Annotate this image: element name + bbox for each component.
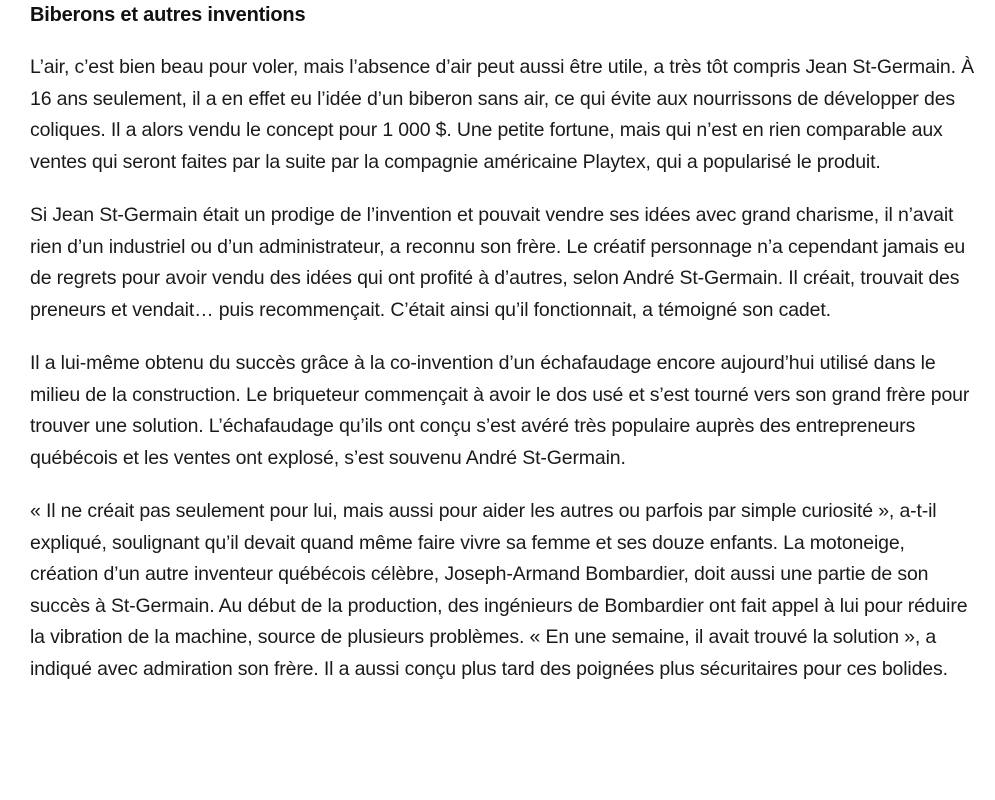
section-heading: Biberons et autres inventions [30, 4, 306, 26]
article-body [30, 0, 975, 685]
paragraph-1: L’air, c’est bien beau pour voler, mais l’absence d’air peut aussi être utile, a très tôt compris Jean St-Germain. À 16 ans seulement, il a en effet eu l’idée d’un biberon sans air, ce qui évite aux nourrissons de développer des coliques. Il a alors vendu le concept pour 1 000 $. Une petite fortune, mais qui n’est en rien comparable aux ventes qui seront faites par la suite par la compagnie américaine Playtex, qui a popularisé le produit. [30, 56, 974, 173]
paragraph-3: Il a lui-même obtenu du succès grâce à la co-invention d’un échafaudage encore aujourd’hui utilisé dans le milieu de la construction. Le briqueteur commençait à avoir le dos usé et s’est tourné vers son grand frère pour trouver une solution. L’échafaudage qu’ils ont conçu s’est avéré très populaire auprès des entrepreneurs québécois et les ventes ont explosé, s’est souvenu André St-Germain. [30, 352, 970, 469]
paragraph-2: Si Jean St-Germain était un prodige de l’invention et pouvait vendre ses idées avec grand charisme, il n’avait rien d’un industriel ou d’un administrateur, a reconnu son frère. Le créatif personnage n’a cependant jamais eu de regrets pour avoir vendu des idées qui ont profité à d’autres, selon André St-Germain. Il créait, trouvait des preneurs et vendait… puis recommençait. C’était ainsi qu’il fonctionnait, a témoigné son cadet. [30, 204, 966, 321]
paragraph-4: « Il ne créait pas seulement pour lui, mais aussi pour aider les autres ou parfois par simple curiosité », a-t-il expliqué, soulignant qu’il devait quand même faire vivre sa femme et ses douze enfants. La motoneige, création d’un autre inventeur québécois célèbre, Joseph-Armand Bombardier, doit aussi une partie de son succès à St-Germain. Au début de la production, des ingénieurs de Bombardier ont fait appel à lui pour réduire la vibration de la machine, source de plusieurs problèmes. « En une semaine, il avait trouvé la solution », a indiqué avec admiration son frère. Il a aussi conçu plus tard des poignées plus sécuritaires pour ces bolides. [30, 500, 968, 680]
